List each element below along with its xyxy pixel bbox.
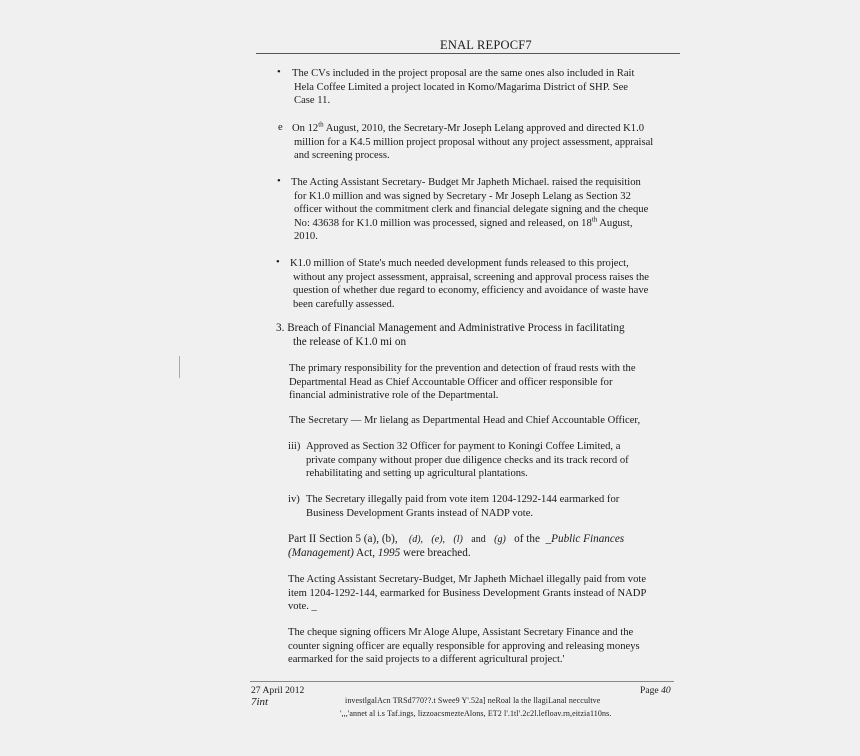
list-item-iv [306, 493, 619, 520]
footer-note-line: ',,,'annet al i.s Taf.ings, lizzoacsmezteAlons, ET2 l'.1tl'.2c2l.lefloav.rn,eitzia110ns. [340, 709, 612, 718]
page-num: 40 [661, 685, 671, 696]
bullet-marker: • [277, 67, 281, 78]
text-line: The Secretary — Mr lielang as Departmental Head and Chief Accountable Officer, [289, 415, 641, 426]
text-fragment: and [471, 534, 486, 545]
text-fragment: (Management) [288, 546, 354, 559]
text-line: rehabilitating and setting up agricultural plantations. [306, 468, 528, 480]
text-line: The primary responsibility for the prevention and detection of fraud rests with the [289, 363, 636, 374]
section-heading [276, 322, 625, 349]
text-line: question of whether due regard to economy, efficiency and avoidance of waste have [293, 285, 649, 297]
text-fragment: Act, [353, 546, 378, 559]
text-fragment: No: 43638 for K1.0 million was processed, signed and released, on 18 [294, 217, 592, 229]
text-line: officer without the commitment clerk and financial delegate signing and the cheque [294, 204, 649, 216]
text-line: counter signing officer are equally responsible for approving and releasing moneys [288, 640, 640, 652]
superscript: th [318, 120, 324, 129]
footer-date: 27 April 2012 [251, 685, 305, 696]
footer-note-line: investlgalAcn TRSd770??.t Swee9 Y'.52a] neRoal la the llagiLanal neccultve [345, 696, 601, 705]
text-fragment: were breached. [400, 546, 471, 559]
footer-divider [250, 681, 674, 682]
text-fragment: 1995 [377, 546, 401, 559]
text-line: without any project assessment, appraisal, screening and approval process raises the [293, 271, 649, 283]
text-line: The CVs included in the project proposal are the same ones also included in Rait [292, 68, 635, 79]
text-line: earmarked for the said projects to a different agricultural project.' [288, 654, 565, 666]
margin-mark [179, 356, 180, 378]
text-fragment: Part II Section 5 (a), (b), [288, 533, 398, 545]
text-line: item 1204-1292-144, earmarked for Business Development Grants instead of NADP [288, 587, 647, 599]
text-line [288, 533, 624, 547]
text-line: been carefully assessed. [293, 298, 395, 310]
text-line: The Secretary illegally paid from vote item 1204-1292-144 earmarked for [306, 494, 620, 505]
text-line: Approved as Section 32 Officer for payment to Koningi Coffee Limited, a [306, 441, 621, 452]
bullet-paragraph-4 [290, 257, 649, 311]
text-line: Business Development Grants instead of NADP vote. [306, 507, 534, 519]
text-line: private company without proper due diligence checks and its track record of [306, 454, 629, 466]
text-fragment: (g) [494, 534, 506, 545]
text-line [288, 547, 624, 561]
page-label: Page [640, 685, 662, 696]
text-line: financial administrative role of the Departmental. [289, 390, 499, 402]
text-line: Departmental Head as Chief Accountable Officer and officer responsible for [289, 376, 613, 388]
text-line: for K1.0 million and was signed by Secretary - Mr Joseph Lelang as Section 32 [294, 190, 631, 202]
paragraph-acting-secretary [288, 573, 646, 614]
text-line: Hela Coffee Limited a project located in Komo/Magarima District of SHP. See [294, 81, 629, 93]
text-line [291, 217, 648, 231]
text-line [292, 122, 653, 136]
text-line: The Acting Assistant Secretary-Budget, Mr Japheth Michael illegally paid from vote [288, 574, 647, 585]
bullet-paragraph-1 [292, 67, 634, 108]
bullet-paragraph-2 [292, 122, 653, 163]
text-fragment: August, 2010, the Secretary-Mr Joseph Lelang approved and directed K1.0 [323, 123, 645, 134]
text-line: The Acting Assistant Secretary- Budget Mr Japheth Michael. raised the requisition [291, 177, 641, 188]
superscript: th [591, 215, 598, 224]
bullet-marker: • [276, 257, 280, 268]
text-line: K1.0 million of State's much needed development funds released to this project, [290, 258, 629, 269]
text-line: 3. Breach of Financial Management and Administrative Process in facilitating [276, 322, 625, 334]
footer-page-number [640, 685, 671, 696]
bullet-marker: • [277, 176, 281, 187]
paragraph-secretary [289, 414, 640, 428]
paragraph-cheque-signing [288, 626, 640, 667]
text-line: The cheque signing officers Mr Aloge Alupe, Assistant Secretary Finance and the [288, 627, 634, 638]
header-divider [256, 53, 680, 54]
text-line: 2010. [294, 231, 318, 243]
list-marker: iii) [288, 441, 301, 452]
text-fragment: On 12 [292, 123, 319, 134]
report-header-title: ENAL REPOCF7 [440, 38, 532, 52]
text-fragment: _Public Finances [545, 533, 625, 545]
paragraph-responsibility [289, 362, 636, 403]
bullet-marker: e [278, 122, 283, 133]
text-line: the release of K1.0 mi on [293, 335, 407, 348]
text-line: Case 11. [294, 95, 331, 107]
footer-code: 7int [251, 696, 269, 708]
text-fragment: August, [597, 217, 633, 229]
part-ii-statement [288, 533, 624, 560]
text-fragment: of the [514, 533, 540, 545]
list-item-iii [306, 440, 629, 481]
text-line: million for a K4.5 million project proposal without any project assessment, appraisal [294, 136, 654, 148]
text-line: vote. _ [288, 601, 317, 613]
list-marker: iv) [288, 494, 300, 505]
bullet-paragraph-3 [291, 176, 648, 244]
text-line: and screening process. [294, 150, 390, 162]
text-fragment: (e), [431, 534, 446, 545]
text-fragment: (d), [408, 534, 424, 545]
text-fragment: (l) [453, 534, 463, 545]
